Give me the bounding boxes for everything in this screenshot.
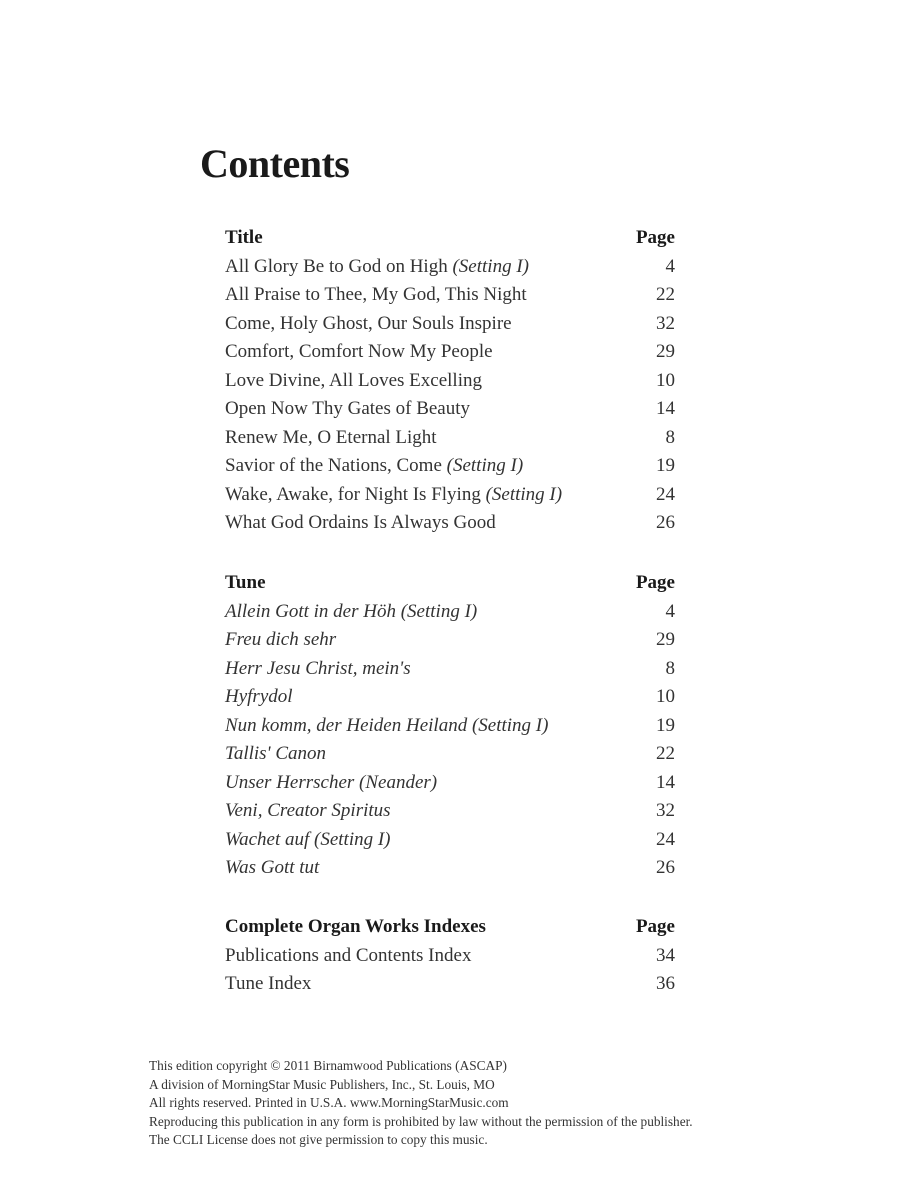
contents-entry[interactable]	[225, 626, 675, 655]
entry-page-number: 26	[656, 857, 675, 878]
entry-title: Renew Me, O Eternal Light	[225, 426, 437, 448]
contents-entry[interactable]	[225, 854, 675, 883]
copyright-notice	[149, 1057, 799, 1150]
contents-entry[interactable]	[225, 253, 675, 282]
entry-setting-note: (Setting I)	[485, 483, 563, 505]
contents-entry[interactable]	[225, 970, 675, 999]
entry-page-number: 24	[656, 828, 675, 850]
entry-page-number: 14	[656, 771, 675, 793]
entry-page-number: 10	[656, 369, 675, 391]
entry-title: Was Gott tut	[225, 857, 320, 878]
entry-page-number: 32	[656, 312, 675, 334]
entry-title: Tune Index	[225, 973, 312, 994]
entry-page-number: 22	[656, 743, 675, 764]
contents-entry[interactable]	[225, 424, 675, 453]
entry-title: Nun komm, der Heiden Heiland (Setting I)	[225, 714, 549, 736]
entry-page-number: 10	[656, 686, 675, 707]
entry-setting-note: (Setting I)	[446, 455, 524, 476]
section-heading-label: Complete Organ Works Indexes	[225, 916, 486, 937]
entry-page-number: 22	[656, 284, 675, 305]
page-title: Contents	[200, 141, 350, 186]
contents-entry[interactable]	[225, 598, 675, 627]
entry-page-number: 8	[665, 426, 675, 448]
entry-title: Tallis' Canon	[225, 743, 327, 764]
entry-page-number: 24	[656, 483, 675, 505]
entry-page-number: 19	[656, 455, 675, 476]
contents-entry[interactable]	[225, 481, 675, 510]
copyright-line: This edition copyright © 2011 Birnamwood Publications (ASCAP)	[149, 1058, 507, 1073]
contents-section-indexes	[225, 913, 675, 999]
contents-entry[interactable]	[225, 367, 675, 396]
entry-page-number: 29	[656, 341, 675, 362]
entry-title: Publications and Contents Index	[225, 944, 472, 966]
entry-page-number: 36	[656, 973, 675, 994]
contents-entry[interactable]	[225, 452, 675, 481]
entry-title: Veni, Creator Spiritus	[225, 800, 391, 821]
contents-entry[interactable]	[225, 509, 675, 538]
entry-title: Freu dich sehr	[225, 629, 337, 650]
contents-entry[interactable]	[225, 797, 675, 826]
copyright-line: All rights reserved. Printed in U.S.A. www.MorningStarMusic.com	[149, 1095, 509, 1110]
entry-title: Hyfrydol	[225, 686, 293, 707]
contents-section-title	[225, 224, 675, 538]
entry-page-number: 34	[656, 944, 675, 966]
contents-entry[interactable]	[225, 740, 675, 769]
contents-entry[interactable]	[225, 769, 675, 798]
page-column-heading: Page	[635, 916, 675, 937]
entry-page-number: 8	[665, 657, 675, 679]
entry-page-number: 4	[665, 255, 675, 277]
entry-page-number: 14	[656, 398, 675, 419]
contents-entry[interactable]	[225, 281, 675, 310]
entry-title: Savior of the Nations, Come (Setting I)	[225, 455, 524, 476]
contents-entry[interactable]	[225, 338, 675, 367]
entry-title: Wake, Awake, for Night Is Flying (Setting I)	[225, 483, 563, 505]
section-heading	[225, 569, 675, 598]
contents-entry[interactable]	[225, 310, 675, 339]
section-heading	[225, 224, 675, 253]
entry-page-number: 29	[656, 629, 675, 650]
entry-title: Come, Holy Ghost, Our Souls Inspire	[225, 312, 512, 334]
entry-page-number: 19	[656, 714, 675, 736]
contents-section-tune	[225, 569, 675, 883]
entry-setting-note: (Setting I)	[452, 255, 529, 277]
section-heading	[225, 913, 675, 942]
section-heading-label: Tune	[225, 572, 266, 593]
page-column-heading: Page	[635, 227, 675, 248]
copyright-line: The CCLI License does not give permission to copy this music.	[149, 1132, 488, 1147]
entry-page-number: 32	[656, 800, 675, 821]
entry-title: Allein Gott in der Höh (Setting I)	[225, 600, 478, 622]
entry-title: All Praise to Thee, My God, This Night	[225, 284, 527, 305]
entry-title: Unser Herrscher (Neander)	[225, 771, 438, 793]
contents-entry[interactable]	[225, 683, 675, 712]
entry-title: Comfort, Comfort Now My People	[225, 341, 493, 362]
contents-entry[interactable]	[225, 826, 675, 855]
contents-entry[interactable]	[225, 942, 675, 971]
copyright-line: A division of MorningStar Music Publishers, Inc., St. Louis, MO	[149, 1076, 495, 1092]
entry-title: What God Ordains Is Always Good	[225, 512, 496, 533]
section-heading-label: Title	[225, 227, 263, 248]
entry-title: Open Now Thy Gates of Beauty	[225, 398, 471, 419]
contents-entry[interactable]	[225, 655, 675, 684]
entry-page-number: 26	[656, 512, 675, 533]
entry-page-number: 4	[665, 600, 675, 622]
contents-entry[interactable]	[225, 395, 675, 424]
entry-title: Wachet auf (Setting I)	[225, 828, 391, 850]
page-column-heading: Page	[635, 572, 675, 593]
entry-title: Love Divine, All Loves Excelling	[225, 369, 482, 391]
entry-title: Herr Jesu Christ, mein's	[225, 657, 411, 679]
contents-entry[interactable]	[225, 712, 675, 741]
entry-title: All Glory Be to God on High (Setting I)	[225, 255, 529, 277]
copyright-line: Reproducing this publication in any form is prohibited by law without the permission of the publisher.	[149, 1113, 693, 1129]
